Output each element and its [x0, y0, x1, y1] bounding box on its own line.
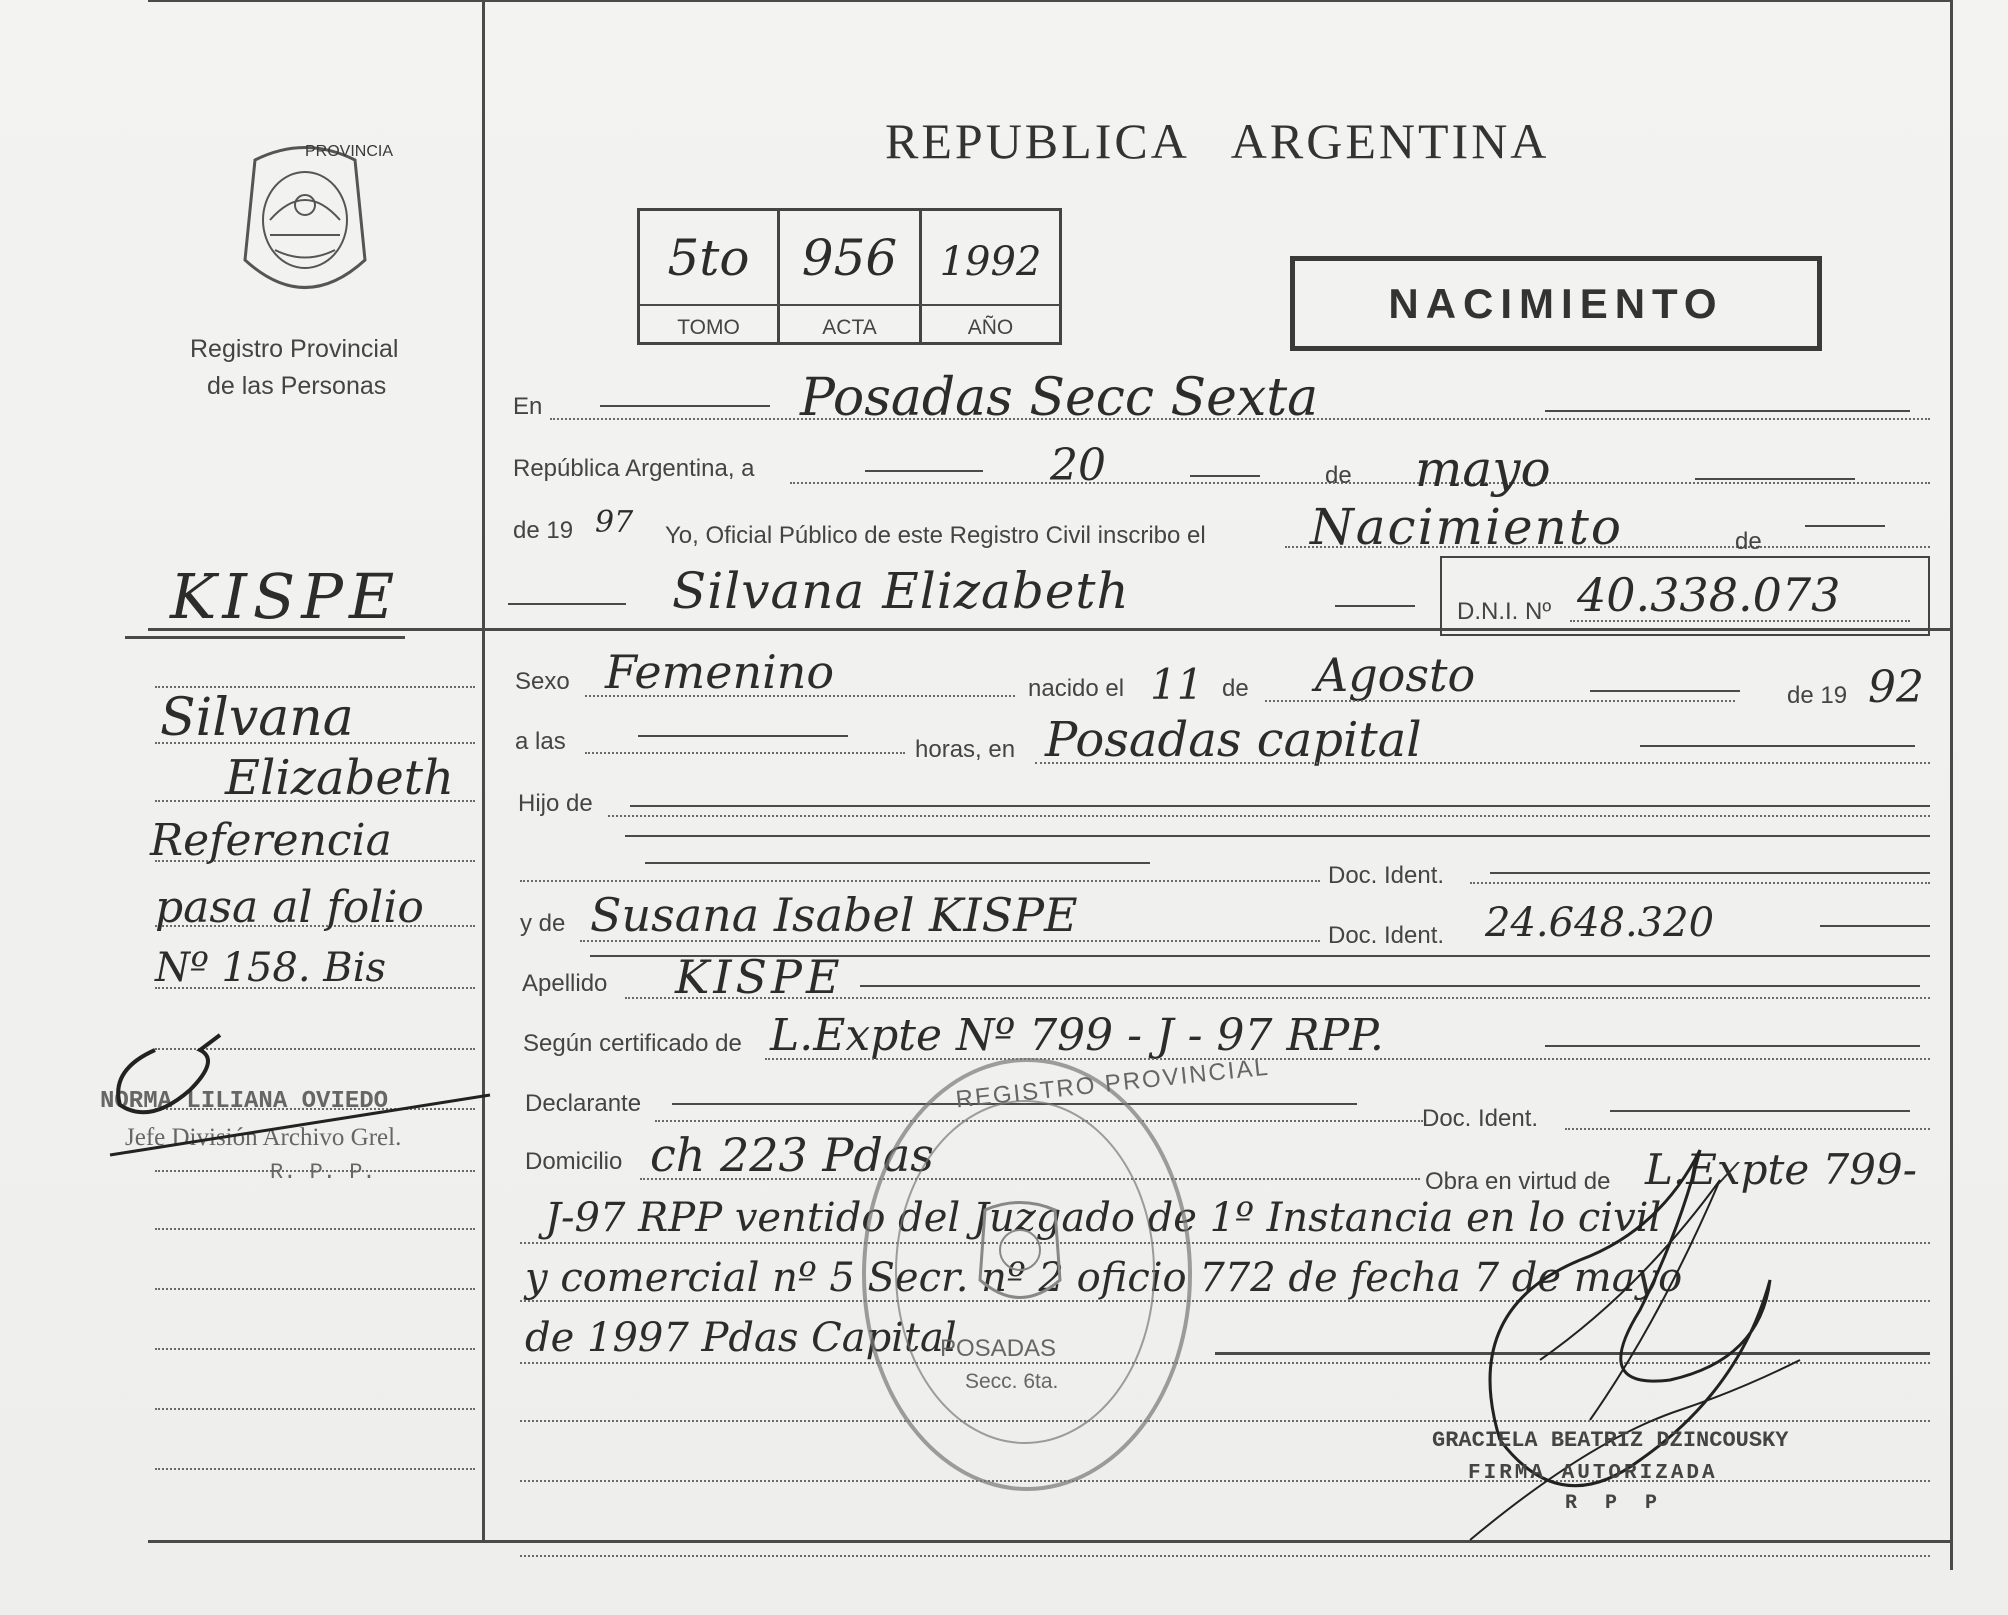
value-dia-nac: 11: [1150, 660, 1204, 709]
value-madre: Susana Isabel KISPE: [590, 888, 1078, 942]
value-madre-doc: 24.648.320: [1485, 900, 1715, 946]
label-yo-oficial: Yo, Oficial Público de este Registro Civil inscribo el: [665, 522, 1206, 549]
value-dni: 40.338.073: [1577, 568, 1841, 622]
official-stamp-city: POSADAS: [940, 1335, 1057, 1362]
label-en: En: [513, 393, 543, 420]
label-doc-ident-1: Doc. Ident.: [1328, 862, 1445, 889]
acta-label: ACTA: [822, 316, 877, 339]
official-stamp-section: Secc. 6ta.: [965, 1370, 1059, 1393]
value-dia: 20: [1050, 440, 1106, 491]
label-declarante: Declarante: [525, 1090, 642, 1117]
margin-name-line1: Silvana: [160, 688, 354, 748]
label-de-19: de 19: [1787, 682, 1848, 709]
official-stamp-ring-text: REGISTRO PROVINCIAL: [954, 1053, 1271, 1114]
seal-top-text: PROVINCIA: [305, 143, 394, 160]
label-republica: República Argentina, a: [513, 455, 755, 482]
margin-stamp-line1: NORMA LILIANA OVIEDO: [100, 1088, 389, 1115]
label-a-las: a las: [515, 728, 566, 755]
label-sexo: Sexo: [515, 668, 570, 695]
signer-name: GRACIELA BEATRIZ DZINCOUSKY: [1432, 1428, 1789, 1453]
value-obs-line2: y comercial nº 5 Secr. nº 2 oficio 772 de fecha 7 de mayo: [525, 1255, 1683, 1301]
signature-scribble-icon: [1440, 1060, 1940, 1560]
margin-surname: KISPE: [170, 560, 401, 633]
country-title: REPUBLICA ARGENTINA: [885, 113, 1550, 169]
label-de-persona: de: [1735, 528, 1762, 555]
label-doc-ident-3: Doc. Ident.: [1422, 1105, 1539, 1132]
label-apellido: Apellido: [522, 970, 608, 997]
value-obs-line1: J-97 RPP ventido del Juzgado de 1º Instancia en lo civil: [545, 1195, 1662, 1241]
value-apellido: KISPE: [675, 950, 844, 1004]
label-obra-en-virtud: Obra en virtud de: [1425, 1168, 1611, 1195]
top-border: [148, 0, 1953, 2]
signer-org: R P P: [1565, 1492, 1666, 1515]
value-anio-suffix: 97: [595, 505, 634, 540]
record-box-divider: [640, 304, 1060, 306]
label-nacido-el: nacido el: [1028, 675, 1125, 702]
value-nombre: Silvana Elizabeth: [672, 562, 1130, 620]
signer-title: FIRMA AUTORIZADA: [1468, 1462, 1718, 1485]
anio-label: AÑO: [967, 316, 1014, 339]
value-en: Posadas Secc Sexta: [800, 368, 1319, 428]
label-segun-certificado: Según certificado de: [523, 1030, 742, 1057]
value-sexo: Femenino: [605, 645, 835, 699]
value-mes: mayo: [1415, 440, 1551, 498]
acta-cell: [777, 208, 922, 345]
label-de-fecha: de: [1222, 675, 1249, 702]
label-hijo-de: Hijo de: [518, 790, 593, 817]
label-de-mes: de: [1325, 462, 1352, 489]
margin-stamp-line3: R. P. P.: [270, 1160, 376, 1185]
province-seal-icon: [235, 140, 375, 305]
label-doc-ident-2: Doc. Ident.: [1328, 922, 1445, 949]
acta-value: 956: [801, 229, 898, 287]
stamp-emblem-icon: [975, 1200, 1065, 1310]
margin-name-line2: Elizabeth: [225, 750, 454, 806]
tomo-cell: [637, 208, 780, 345]
margin-divider: [482, 0, 485, 1540]
record-type-box: NACIMIENTO: [1290, 256, 1822, 351]
registry-name-line1: Registro Provincial: [190, 335, 399, 363]
label-de-anio: de 19: [513, 517, 574, 544]
right-border: [1950, 0, 1953, 1570]
value-obs-line3: de 1997 Pdas Capital: [525, 1315, 957, 1361]
margin-note-line1: Referencia: [150, 815, 392, 866]
anio-cell: [919, 208, 1062, 345]
margin-signature-icon: [100, 1030, 500, 1170]
value-mes-nac: Agosto: [1315, 648, 1476, 702]
tomo-label: TOMO: [677, 316, 740, 339]
dni-box: [1440, 556, 1930, 636]
registry-name-line2: de las Personas: [207, 372, 387, 400]
margin-surname-underline: [125, 636, 405, 639]
value-obra-virtud: L.Expte 799-: [1645, 1145, 1917, 1194]
anio-value: 1992: [939, 239, 1042, 285]
label-y-de: y de: [520, 910, 566, 937]
margin-stamp-line2: Jefe División Archivo Grel.: [125, 1124, 402, 1151]
value-lugar: Posadas capital: [1045, 712, 1422, 768]
tomo-value: 5to: [667, 229, 750, 287]
label-domicilio: Domicilio: [525, 1148, 623, 1175]
label-horas-en: horas, en: [915, 736, 1016, 763]
value-acto: Nacimiento: [1310, 498, 1623, 556]
value-anio-nac: 92: [1868, 662, 1924, 713]
label-dni: D.N.I. Nº: [1457, 598, 1552, 625]
value-domicilio: ch 223 Pdas: [650, 1128, 934, 1182]
margin-note-line3: Nº 158. Bis: [155, 945, 387, 991]
value-certificado: L.Expte Nº 799 - J - 97 RPP.: [770, 1010, 1384, 1061]
margin-note-line2: pasa al folio: [155, 882, 424, 933]
